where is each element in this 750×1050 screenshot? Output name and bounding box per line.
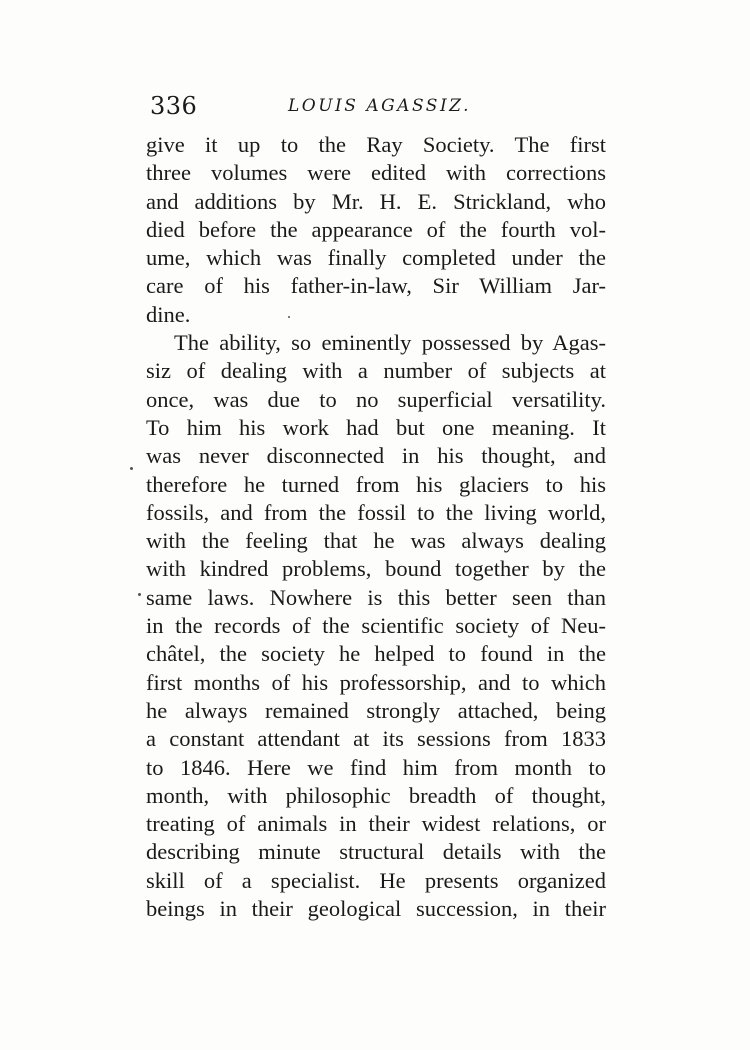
text-line: siz of dealing with a number of subjects at (146, 358, 606, 384)
text-line: care of his father-in-law, Sir William Jar- (146, 273, 606, 299)
text-line: first months of his professorship, and to which (146, 669, 606, 695)
text-line: treating of animals in their widest relations, or (146, 811, 606, 837)
print-speck (138, 593, 141, 596)
text-line: with kindred problems, bound together by the (146, 556, 606, 582)
text-line: skill of a specialist. He presents organized (146, 867, 606, 893)
text-line: châtel, the society he helped to found in the (146, 641, 606, 667)
print-speck (130, 467, 133, 470)
text-line: was never disconnected in his thought, and (146, 443, 606, 469)
text-line: month, with philosophic breadth of thought, (146, 782, 606, 808)
text-line: died before the appearance of the fourth vol- (146, 216, 606, 242)
text-line: dine. (146, 301, 191, 327)
text-line: The ability, so eminently possessed by Agas- (174, 330, 606, 356)
text-line: beings in their geological succession, in their (146, 896, 606, 922)
text-line: therefore he turned from his glaciers to his (146, 471, 606, 497)
body-text (146, 131, 606, 923)
page-header (150, 92, 605, 122)
text-line: three volumes were edited with corrections (146, 160, 606, 186)
running-head: LOUIS AGASSIZ. (288, 96, 472, 116)
text-line: same laws. Nowhere is this better seen than (146, 584, 606, 610)
page-number: 336 (150, 92, 198, 120)
text-line: in the records of the scientific society of Neu- (146, 613, 606, 639)
text-line: with the feeling that he was always dealing (146, 528, 606, 554)
text-line: he always remained strongly attached, being (146, 697, 606, 723)
text-line: To him his work had but one meaning. It (146, 414, 606, 440)
print-speck (288, 316, 290, 318)
text-line: describing minute structural details with the (146, 839, 606, 865)
text-line: a constant attendant at its sessions from 1833 (146, 726, 606, 752)
text-line: give it up to the Ray Society. The first (146, 132, 606, 157)
text-line: to 1846. Here we find him from month to (146, 754, 606, 780)
text-line: once, was due to no superficial versatility. (146, 386, 606, 412)
text-line: ume, which was finally completed under the (146, 245, 606, 271)
text-line: fossils, and from the fossil to the living world, (146, 499, 606, 525)
text-line: and additions by Mr. H. E. Strickland, who (146, 188, 606, 214)
